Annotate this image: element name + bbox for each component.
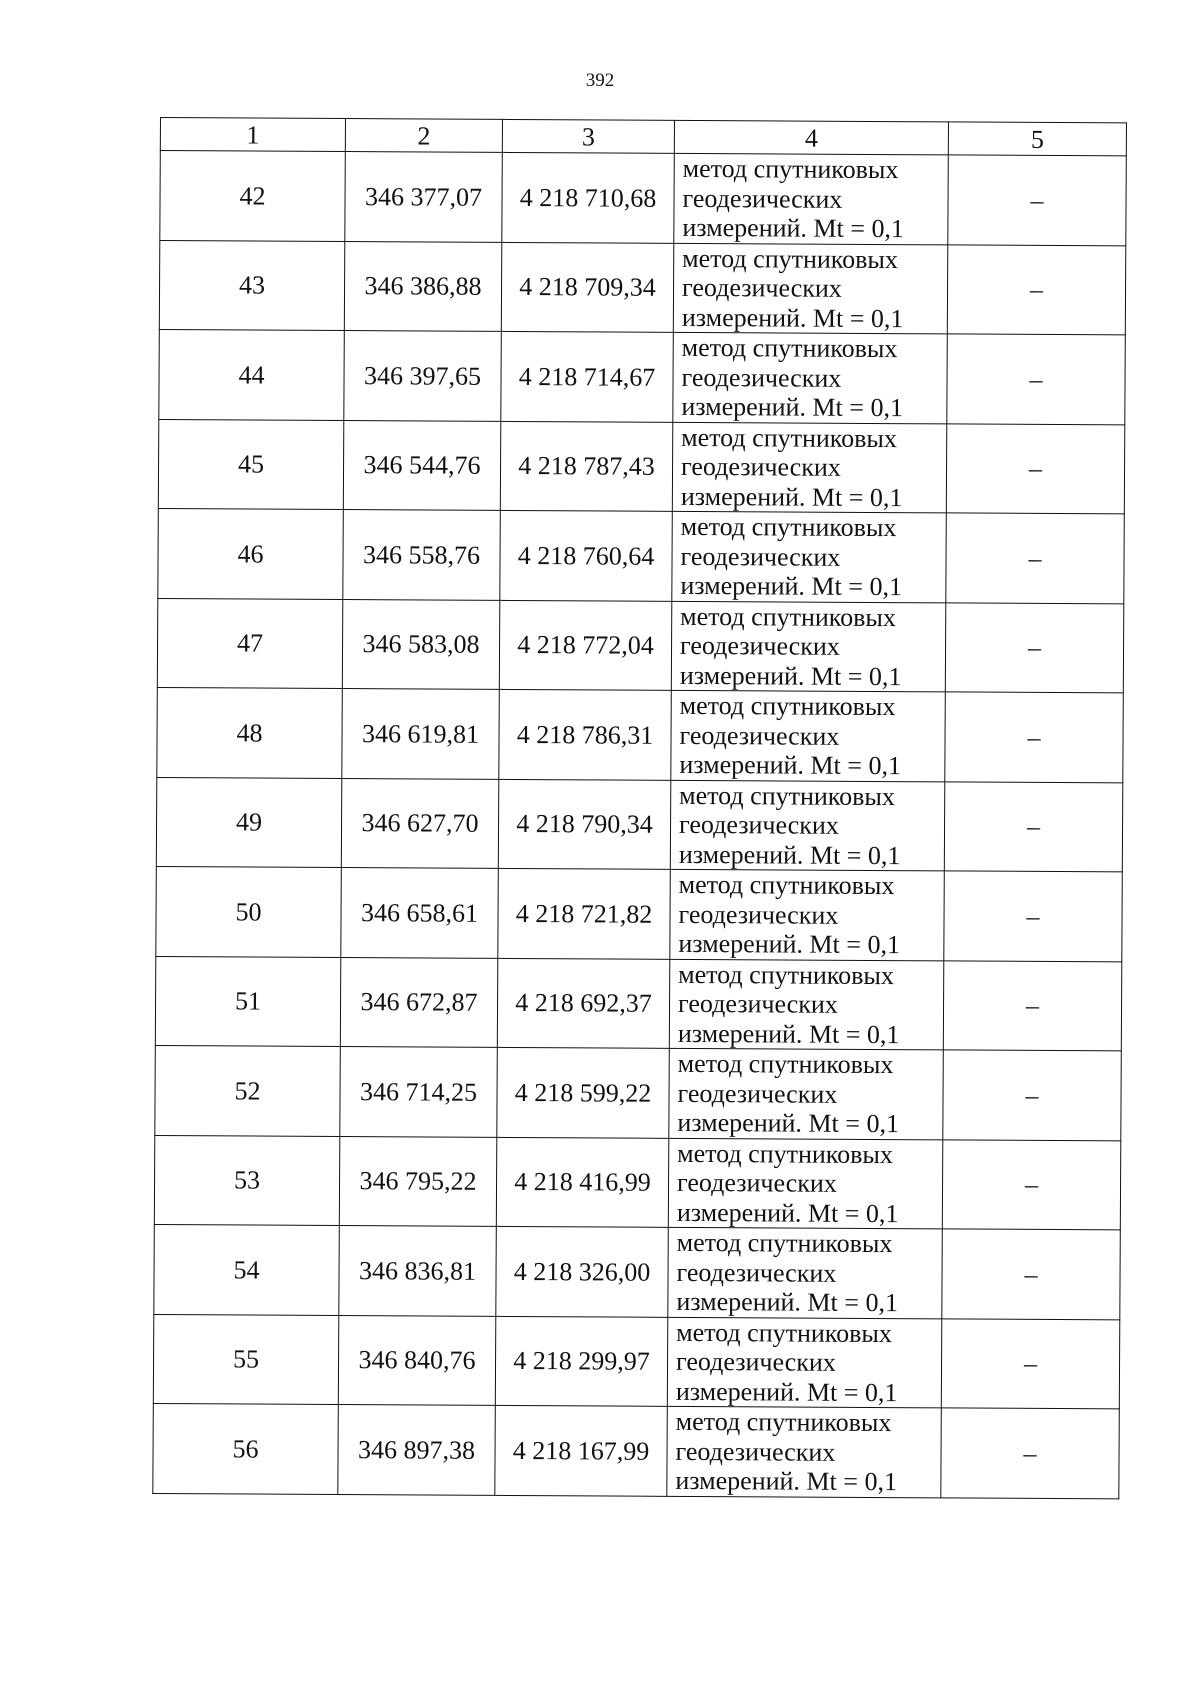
method-line: метод спутниковых: [681, 332, 898, 364]
point-number-cell: 52: [155, 1045, 340, 1136]
table-row: [156, 777, 1122, 872]
method-line: измерений. Mt = 0,1: [678, 928, 901, 960]
coordinate-x-cell: 346 583,08: [342, 599, 499, 689]
note-cell: –: [947, 334, 1125, 424]
method-line: измерений. Mt = 0,1: [675, 1376, 898, 1407]
note-cell: –: [945, 692, 1123, 782]
coordinate-y-cell: 4 218 709,34: [501, 242, 673, 332]
method-cell: [673, 243, 947, 334]
note-cell: –: [948, 155, 1126, 245]
table-row: [157, 687, 1123, 782]
table-body: [153, 151, 1126, 1499]
method-line: метод спутниковых: [679, 780, 896, 811]
method-cell: [669, 1048, 943, 1139]
table-row: [153, 1314, 1119, 1409]
method-line: метод спутниковых: [682, 153, 899, 185]
coordinates-table: [152, 117, 1127, 1499]
coordinate-x-cell: 346 795,22: [339, 1136, 496, 1226]
method-line: метод спутниковых: [682, 243, 899, 274]
method-line: геодезических: [678, 899, 839, 930]
method-line: метод спутниковых: [676, 1227, 893, 1259]
method-cell: [673, 332, 947, 423]
method-line: измерений. Mt = 0,1: [675, 1465, 898, 1497]
coordinate-x-cell: 346 397,65: [344, 331, 501, 421]
coordinate-y-cell: 4 218 786,31: [499, 689, 671, 779]
method-line: метод спутниковых: [680, 601, 897, 632]
column-header-5: 5: [948, 122, 1126, 156]
coordinate-y-cell: 4 218 692,37: [497, 958, 669, 1048]
method-line: измерений. Mt = 0,1: [681, 302, 904, 333]
point-number-cell: 46: [158, 508, 343, 599]
point-number-cell: 43: [159, 240, 344, 331]
method-line: метод спутниковых: [678, 869, 895, 901]
table-header-row: [160, 118, 1126, 156]
note-cell: –: [941, 1318, 1119, 1408]
coordinate-x-cell: 346 386,88: [344, 241, 501, 331]
method-line: геодезических: [681, 362, 842, 393]
note-cell: –: [942, 1229, 1120, 1319]
table-row: [155, 1045, 1121, 1140]
method-line: измерений. Mt = 0,1: [679, 660, 902, 691]
point-number-cell: 50: [156, 866, 341, 957]
method-line: измерений. Mt = 0,1: [676, 1286, 899, 1318]
coordinate-y-cell: 4 218 772,04: [499, 600, 671, 690]
method-line: геодезических: [679, 720, 840, 751]
column-header-4: 4: [674, 120, 948, 155]
coordinate-x-cell: 346 672,87: [340, 957, 497, 1047]
point-number-cell: 48: [157, 687, 342, 778]
column-header-3: 3: [502, 119, 674, 153]
note-cell: –: [941, 1408, 1119, 1498]
method-line: измерений. Mt = 0,1: [680, 481, 903, 512]
method-line: геодезических: [679, 630, 840, 661]
note-cell: –: [942, 1139, 1120, 1229]
method-line: метод спутниковых: [677, 1048, 894, 1080]
note-cell: –: [945, 602, 1123, 692]
method-line: геодезических: [680, 541, 841, 572]
table-row: [153, 1403, 1119, 1498]
point-number-cell: 56: [153, 1403, 338, 1494]
note-cell: –: [943, 960, 1121, 1050]
coordinate-x-cell: 346 714,25: [340, 1047, 497, 1137]
coordinate-x-cell: 346 627,70: [341, 778, 498, 868]
point-number-cell: 49: [156, 777, 341, 868]
point-number-cell: 47: [157, 598, 342, 689]
table-row: [155, 956, 1121, 1051]
coordinate-y-cell: 4 218 416,99: [496, 1137, 668, 1227]
table-row: [154, 1135, 1120, 1230]
table-row: [158, 419, 1124, 514]
method-line: геодезических: [677, 1078, 838, 1109]
point-number-cell: 51: [155, 956, 340, 1047]
method-cell: [672, 511, 946, 602]
coordinate-x-cell: 346 558,76: [343, 510, 500, 600]
method-line: геодезических: [677, 988, 838, 1019]
method-line: метод спутниковых: [681, 422, 898, 453]
method-line: геодезических: [681, 272, 842, 303]
method-line: геодезических: [682, 183, 843, 214]
coordinate-x-cell: 346 897,38: [338, 1405, 495, 1495]
method-line: измерений. Mt = 0,1: [682, 212, 905, 244]
table-row: [160, 151, 1126, 246]
note-cell: –: [946, 423, 1124, 513]
coordinate-y-cell: 4 218 326,00: [496, 1226, 668, 1316]
method-line: метод спутниковых: [678, 959, 895, 990]
method-line: геодезических: [675, 1346, 836, 1377]
method-cell: [670, 869, 944, 960]
note-cell: –: [944, 871, 1122, 961]
method-line: геодезических: [676, 1167, 837, 1198]
method-line: измерений. Mt = 0,1: [679, 749, 902, 781]
method-line: метод спутниковых: [679, 690, 896, 722]
coordinate-x-cell: 346 658,61: [341, 868, 498, 958]
coordinate-x-cell: 346 619,81: [342, 689, 499, 779]
method-cell: [667, 1317, 941, 1408]
table-row: [154, 1224, 1120, 1319]
note-cell: –: [944, 781, 1122, 871]
coordinate-x-cell: 346 377,07: [345, 152, 502, 242]
page-number: 392: [585, 70, 615, 91]
method-cell: [671, 601, 945, 692]
coordinate-y-cell: 4 218 167,99: [495, 1405, 667, 1495]
table-row: [159, 329, 1125, 424]
note-cell: –: [946, 513, 1124, 603]
column-header-1: 1: [160, 118, 345, 152]
coordinates-table-wrapper: [152, 117, 1126, 1499]
method-cell: [669, 959, 943, 1050]
coordinate-y-cell: 4 218 790,34: [498, 779, 670, 869]
method-cell: [670, 780, 944, 871]
point-number-cell: 42: [160, 151, 345, 242]
note-cell: –: [943, 1050, 1121, 1140]
coordinate-y-cell: 4 218 760,64: [500, 510, 672, 600]
table-row: [156, 866, 1122, 961]
point-number-cell: 55: [153, 1314, 338, 1405]
method-cell: [674, 153, 948, 244]
coordinate-y-cell: 4 218 721,82: [498, 868, 670, 958]
coordinate-x-cell: 346 836,81: [339, 1226, 496, 1316]
point-number-cell: 54: [154, 1224, 339, 1315]
method-line: метод спутниковых: [676, 1317, 893, 1348]
table-row: [157, 598, 1123, 693]
coordinate-y-cell: 4 218 787,43: [500, 421, 672, 511]
method-line: измерений. Mt = 0,1: [678, 839, 901, 870]
method-line: измерений. Mt = 0,1: [680, 570, 903, 602]
table-row: [158, 508, 1124, 603]
coordinate-y-cell: 4 218 599,22: [497, 1047, 669, 1137]
method-line: геодезических: [675, 1436, 836, 1467]
method-line: геодезических: [676, 1257, 837, 1288]
table-row: [159, 240, 1125, 335]
method-line: метод спутниковых: [680, 511, 897, 543]
coordinate-y-cell: 4 218 710,68: [502, 152, 674, 242]
method-line: геодезических: [680, 451, 841, 482]
method-line: измерений. Mt = 0,1: [677, 1107, 900, 1139]
method-cell: [672, 422, 946, 513]
coordinate-y-cell: 4 218 714,67: [501, 331, 673, 421]
method-line: геодезических: [678, 809, 839, 840]
method-cell: [668, 1138, 942, 1229]
point-number-cell: 44: [159, 329, 344, 420]
point-number-cell: 53: [154, 1135, 339, 1226]
method-cell: [668, 1227, 942, 1318]
method-cell: [667, 1406, 941, 1497]
coordinate-y-cell: 4 218 299,97: [495, 1316, 667, 1406]
coordinate-x-cell: 346 544,76: [343, 420, 500, 510]
method-line: измерений. Mt = 0,1: [676, 1197, 899, 1228]
method-line: метод спутниковых: [675, 1406, 892, 1438]
method-line: измерений. Mt = 0,1: [677, 1018, 900, 1049]
method-cell: [671, 690, 945, 781]
method-line: метод спутниковых: [677, 1138, 894, 1169]
note-cell: –: [947, 244, 1125, 334]
method-line: измерений. Mt = 0,1: [681, 391, 904, 423]
point-number-cell: 45: [158, 419, 343, 510]
coordinate-x-cell: 346 840,76: [338, 1315, 495, 1405]
column-header-2: 2: [345, 119, 502, 153]
